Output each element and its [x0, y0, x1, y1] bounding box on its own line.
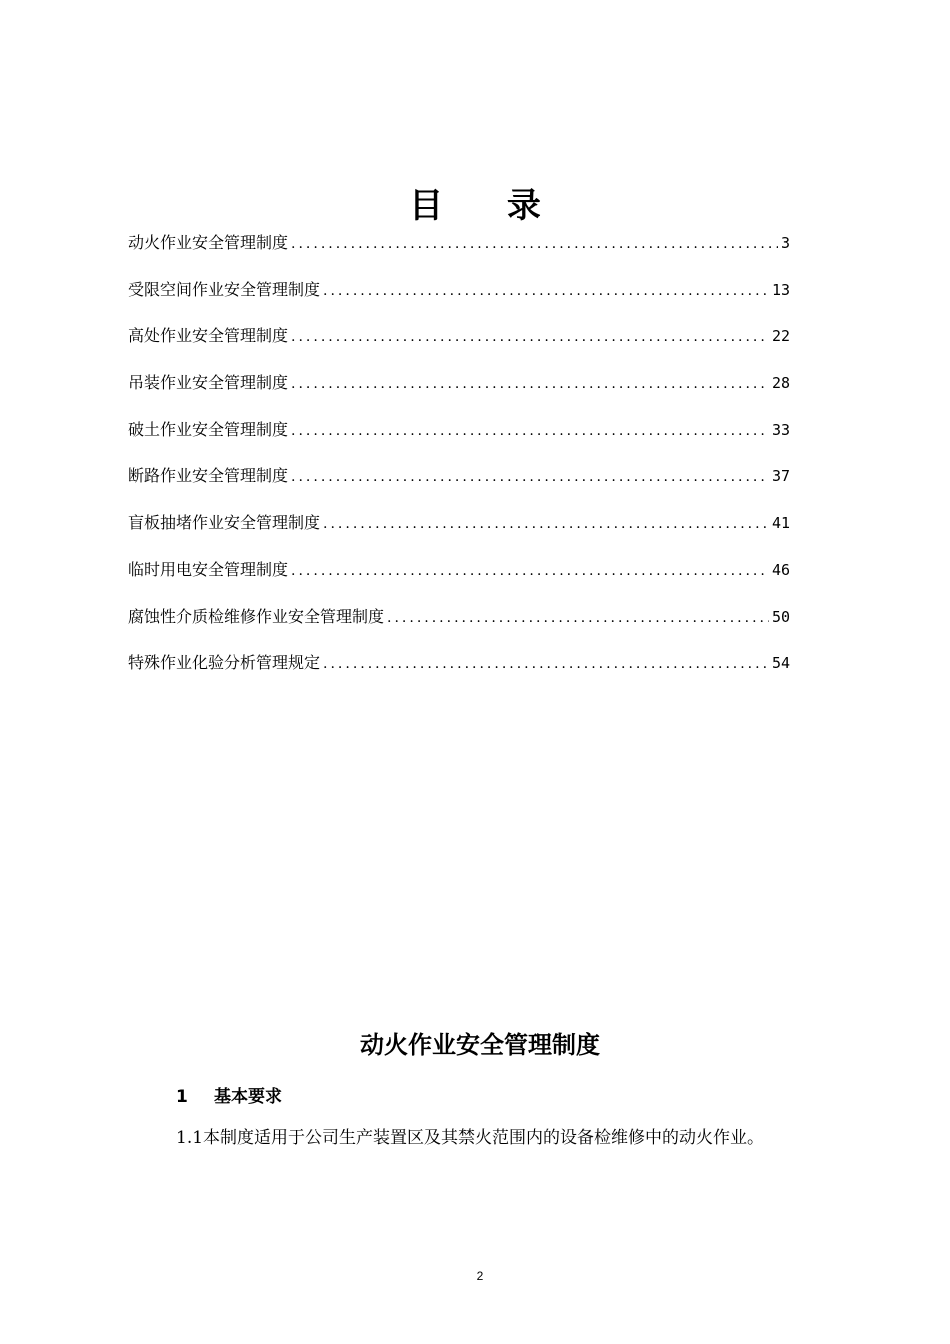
toc-entry-page: 54: [771, 654, 790, 673]
toc-entry-page: 28: [771, 374, 790, 393]
toc-entry-page: 3: [780, 234, 790, 252]
toc-entry[interactable]: [128, 509, 790, 556]
toc-entry[interactable]: [128, 229, 790, 276]
footer-page-number: 2: [476, 1269, 484, 1283]
body-paragraph: 1.1本制度适用于公司生产装置区及其禁火范围内的设备检维修中的动火作业。: [176, 1128, 765, 1148]
toc-entry[interactable]: [128, 603, 790, 650]
toc-entry-label: 高处作业安全管理制度: [128, 326, 289, 346]
toc-entry[interactable]: [128, 462, 790, 509]
toc-entry[interactable]: [128, 322, 790, 369]
toc-entry[interactable]: [128, 369, 790, 416]
section-heading-text: 基本要求: [214, 1087, 282, 1107]
toc-entry-label: 动火作业安全管理制度: [128, 233, 289, 252]
toc-dot-leader: [291, 323, 769, 351]
section-heading-number: 1: [176, 1087, 188, 1107]
toc-dot-leader: [291, 230, 778, 258]
toc-entry-label: 受限空间作业安全管理制度: [128, 279, 321, 299]
toc-entry-label: 临时用电安全管理制度: [128, 559, 289, 579]
toc-entry-label: 吊装作业安全管理制度: [128, 373, 289, 393]
toc-entry-label: 盲板抽堵作业安全管理制度: [128, 513, 321, 533]
toc-dot-leader: [291, 463, 769, 491]
toc-entry[interactable]: [128, 416, 790, 463]
toc-entry-label: 破土作业安全管理制度: [128, 419, 289, 439]
toc-entry-page: 13: [771, 280, 790, 299]
toc-entry-page: 22: [771, 327, 790, 346]
toc-entry-page: 37: [771, 467, 790, 486]
toc-dot-leader: [387, 604, 769, 632]
toc-list: [128, 229, 790, 696]
toc-entry-page: 46: [771, 560, 790, 579]
toc-dot-leader: [291, 417, 769, 445]
toc-dot-leader: [291, 370, 769, 398]
toc-entry[interactable]: [128, 276, 790, 323]
toc-dot-leader: [323, 650, 769, 678]
toc-title: 目 录: [409, 186, 567, 226]
toc-entry-label: 特殊作业化验分析管理规定: [128, 653, 321, 673]
toc-entry-page: 50: [771, 607, 790, 626]
toc-entry[interactable]: [128, 649, 790, 696]
toc-entry[interactable]: [128, 556, 790, 603]
toc-dot-leader: [323, 510, 769, 538]
toc-dot-leader: [323, 277, 769, 305]
section-heading: [176, 1084, 282, 1110]
toc-entry-label: 断路作业安全管理制度: [128, 466, 289, 486]
section-title: 动火作业安全管理制度: [360, 1031, 600, 1059]
toc-dot-leader: [291, 557, 769, 585]
toc-entry-page: 41: [771, 514, 790, 533]
toc-entry-label: 腐蚀性介质检维修作业安全管理制度: [128, 606, 385, 626]
toc-entry-page: 33: [771, 420, 790, 439]
